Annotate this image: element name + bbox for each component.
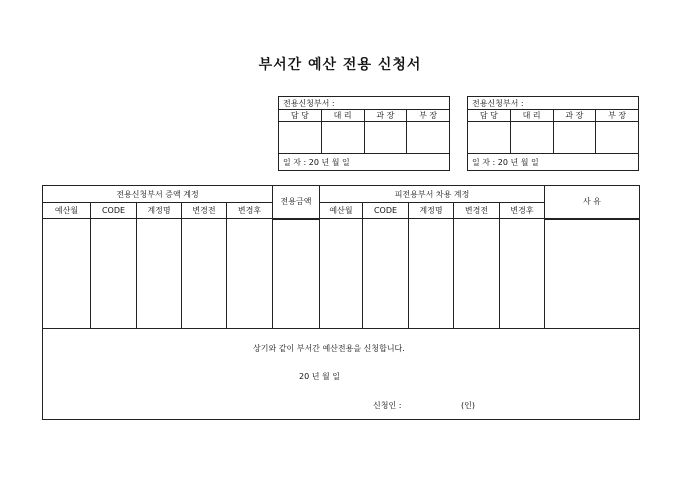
table-cell[interactable] — [409, 219, 454, 329]
role-assistant-manager: 대 리 — [511, 110, 554, 121]
col-after: 변경후 — [227, 203, 273, 219]
role-department-head: 부 장 — [419, 111, 438, 120]
col-before: 변경전 — [182, 203, 227, 219]
approval-roles-row — [279, 109, 449, 122]
table-cell[interactable] — [43, 219, 91, 329]
col-after: 변경후 — [500, 203, 545, 219]
table-cell[interactable] — [545, 219, 640, 329]
col-account-name: 계정명 — [409, 203, 454, 219]
table-cell[interactable] — [91, 219, 137, 329]
signature-cell[interactable] — [511, 122, 554, 153]
role-department-head: 부 장 — [608, 111, 627, 120]
table-cell[interactable] — [182, 219, 227, 329]
signature-cell[interactable] — [322, 122, 365, 153]
signature-cell[interactable] — [365, 122, 408, 153]
increase-account-group-header: 전용신청부서 증액 계정 — [43, 186, 273, 203]
signature-cell[interactable] — [468, 122, 511, 153]
signature-cell[interactable] — [554, 122, 597, 153]
requesting-dept-label: 전용신청부서 : — [472, 99, 524, 108]
approval-box-left — [278, 96, 450, 171]
col-code: CODE — [91, 203, 137, 219]
col-before: 변경전 — [454, 203, 500, 219]
table-cell[interactable] — [273, 219, 320, 329]
signature-row — [468, 122, 638, 154]
statement-date: 20 년 월 일 — [299, 371, 340, 381]
role-section-chief: 과 장 — [365, 110, 408, 121]
budget-transfer-table — [42, 185, 640, 420]
col-account-name: 계정명 — [137, 203, 182, 219]
table-cell[interactable] — [227, 219, 273, 329]
table-cell[interactable] — [137, 219, 182, 329]
reason-header: 사 유 — [545, 186, 640, 219]
table-cell[interactable] — [500, 219, 545, 329]
table-row — [43, 219, 640, 329]
application-statement-area — [43, 328, 640, 419]
signature-cell[interactable] — [279, 122, 322, 153]
borrow-account-group-header: 피전용부서 차용 계정 — [320, 186, 545, 203]
approval-box-right — [467, 96, 639, 171]
approval-date: 일 자 : 20 년 월 일 — [283, 158, 350, 167]
statement-text: 상기와 같이 부서간 예산전용을 신청합니다. — [253, 343, 405, 353]
approval-date: 일 자 : 20 년 월 일 — [472, 158, 539, 167]
page-title: 부서간 예산 전용 신청서 — [258, 57, 422, 73]
table-cell[interactable] — [363, 219, 409, 329]
approval-roles-row — [468, 109, 638, 122]
col-budget-month: 예산월 — [43, 203, 91, 219]
seal-mark: (인) — [461, 400, 475, 410]
role-staff: 담 당 — [468, 110, 511, 121]
role-assistant-manager: 대 리 — [322, 110, 365, 121]
role-section-chief: 과 장 — [554, 110, 597, 121]
signature-cell[interactable] — [596, 122, 638, 153]
applicant-label: 신청인 : — [373, 400, 402, 410]
col-budget-month: 예산월 — [320, 203, 363, 219]
table-cell[interactable] — [454, 219, 500, 329]
role-staff: 담 당 — [279, 110, 322, 121]
table-cell[interactable] — [320, 219, 363, 329]
signature-row — [279, 122, 449, 154]
requesting-dept-label: 전용신청부서 : — [283, 99, 335, 108]
col-code: CODE — [363, 203, 409, 219]
transfer-amount-header: 전용금액 — [273, 186, 320, 219]
signature-cell[interactable] — [407, 122, 449, 153]
